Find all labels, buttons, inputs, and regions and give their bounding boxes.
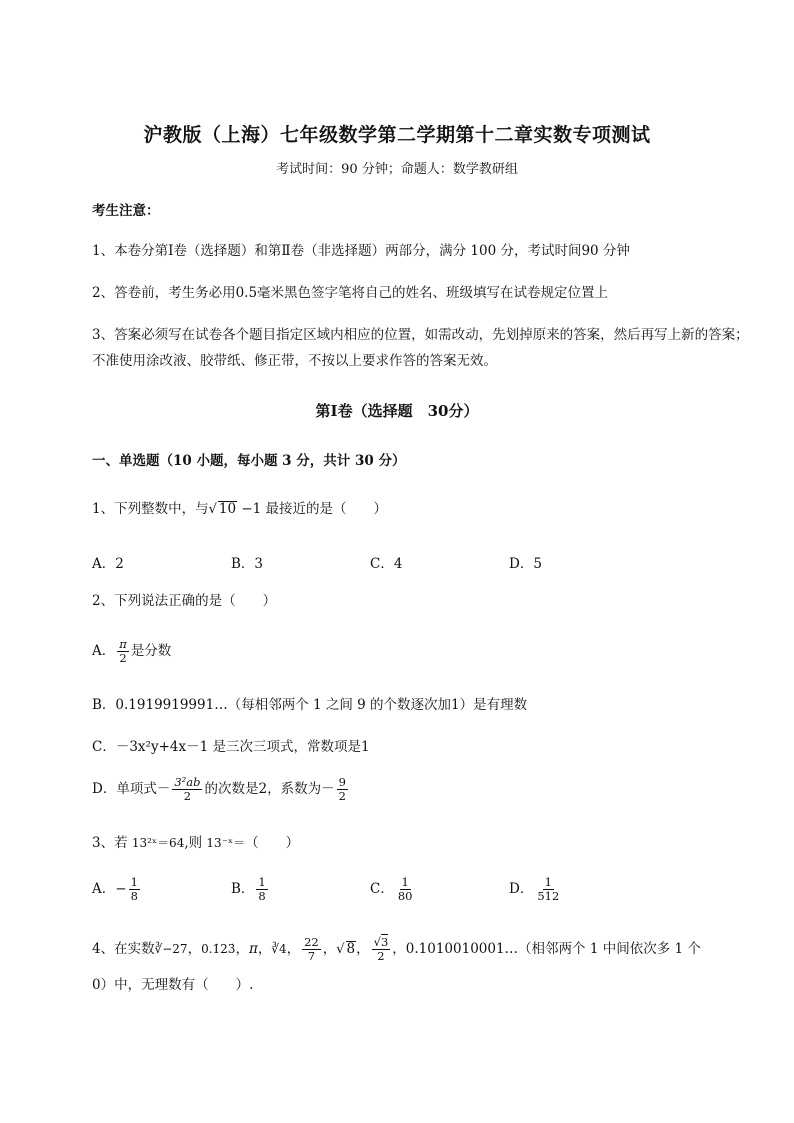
q2-option-c: C．－3x²y+4x－1 是三次三项式，常数项是1 (92, 739, 370, 755)
q3-b-label: B． (231, 881, 255, 897)
q3-option-b (231, 876, 270, 903)
q2-a-label: A． (92, 643, 116, 659)
q3-c-label: C． (370, 881, 394, 897)
q1-option-b: B．3 (231, 556, 264, 572)
notice-item-2: 2、答卷前，考生务必用0.5毫米黑色签字笔将自己的姓名、班级填写在试卷规定位置上 (92, 285, 609, 301)
question-1 (92, 496, 752, 523)
q2-option-a (92, 638, 171, 665)
q1-radicand: 10 (218, 501, 237, 517)
q2-d-label: D．单项式－ (92, 781, 171, 797)
q1-option-d: D．5 (509, 556, 542, 572)
q2-d-text: 的次数是2，系数为－ (204, 781, 335, 797)
fraction (302, 936, 321, 963)
sqrt-symbol: √ (208, 502, 217, 517)
q3-option-d (509, 876, 563, 903)
q2-option-d (92, 776, 350, 803)
fraction-numerator: 3²ab (174, 775, 201, 789)
q3-mid: ,则 (184, 835, 203, 851)
fraction-numerator (372, 936, 391, 950)
sqrt-symbol: √ (373, 935, 381, 949)
fraction-denominator: 2 (119, 651, 127, 665)
q3-expression: 13⁻ˣ＝ (206, 836, 246, 850)
notice-item-3: 3、答案必须写在试卷各个题目指定区域内相应的位置，如需改动，先划掉原来的答案，然后再写上新的答案；不准使用涂改液、胶带纸、修正带，不按以上要求作答的答案无效。 (92, 327, 749, 369)
q1-option-c: C．4 (370, 556, 403, 572)
fraction-numerator: 1 (401, 875, 409, 889)
fraction (535, 876, 561, 903)
fraction-denominator: 8 (258, 889, 266, 903)
fraction (117, 638, 129, 665)
fraction-denominator: 2 (377, 949, 385, 963)
q4-cube-root-neg27: ∛−27 (154, 942, 188, 956)
q3-a-label: A．− (92, 881, 127, 897)
q3-condition: 13²ˣ＝64 (131, 836, 185, 850)
fraction-denominator: 80 (397, 889, 413, 903)
fraction-numerator: 1 (544, 875, 552, 889)
fraction-numerator: 1 (258, 875, 266, 889)
q3-option-c (370, 876, 416, 903)
notice-heading: 考生注意： (92, 203, 160, 219)
fraction (396, 876, 415, 903)
fraction-numerator: 22 (304, 935, 319, 949)
q2-a-text: 是分数 (130, 643, 172, 659)
fraction-numerator: 1 (130, 875, 138, 889)
page-subtitle: 考试时间：90 分钟；命题人：数学教研组 (276, 162, 518, 177)
q3-prefix: 3、若 (92, 835, 128, 851)
q3-d-label: D． (509, 881, 534, 897)
question-4-line-2: 0）中，无理数有（ ）. (92, 977, 254, 993)
section-title: 第Ⅰ卷（选择题 30分） (315, 402, 479, 420)
fraction-numerator: 9 (338, 775, 346, 789)
fraction (372, 936, 391, 963)
fraction-denominator: 2 (183, 789, 192, 803)
q4-line1-suffix: ，0.1010010001…（相邻两个 1 中间依次多 1 个 (392, 941, 701, 957)
fraction (172, 776, 202, 803)
q3-option-a (92, 876, 142, 903)
q4-repeating-decimal: 0.1̇23̇ (201, 942, 236, 956)
fraction-denominator: 8 (130, 889, 138, 903)
question-4: 4、在实数∛−27，0.1̇23̇，π，∛4， $\frac{22}{7}$ ，√ 8， $\frac{√3}{2}$ ，0.1010010001…（相邻两个 1 中间依次多 1 个 (92, 935, 701, 963)
fraction-numerator: π (119, 637, 127, 651)
page-title: 沪教版（上海）七年级数学第二学期第十二章实数专项测试 (143, 124, 651, 146)
q4-sqrt8-radicand: 8 (346, 941, 356, 957)
question-3 (92, 830, 752, 856)
q1-prefix: 1、下列整数中，与 (92, 501, 209, 517)
q2-option-b: B．0.1919919991…（每相邻两个 1 之间 9 的个数逐次加1）是有理数 (92, 697, 528, 713)
question-2: 2、下列说法正确的是（ ） (92, 593, 277, 609)
fraction-denominator: 7 (307, 949, 316, 963)
part-heading: 一、单选题（10 小题，每小题 3 分，共计 30 分） (92, 453, 406, 469)
q4-cube-root-4: ∛4 (271, 942, 287, 956)
q4-prefix: 4、在实数 (92, 941, 155, 957)
q1-suffix: −1 最接近的是（ ） (237, 501, 388, 517)
fraction (256, 876, 267, 903)
q4-sqrt3-radicand: 3 (380, 935, 389, 949)
fraction (337, 776, 348, 803)
fraction-denominator: 512 (537, 889, 560, 903)
sqrt-symbol: √ (336, 942, 345, 957)
fraction (129, 876, 140, 903)
notice-item-1: 1、本卷分第Ⅰ卷（选择题）和第Ⅱ卷（非选择题）两部分，满分 100 分，考试时间90 分钟 (92, 243, 630, 259)
fraction-denominator: 2 (338, 789, 346, 803)
q3-suffix: （ ） (245, 835, 300, 851)
q4-pi: π (248, 941, 258, 957)
q1-option-a: A．2 (92, 556, 124, 572)
